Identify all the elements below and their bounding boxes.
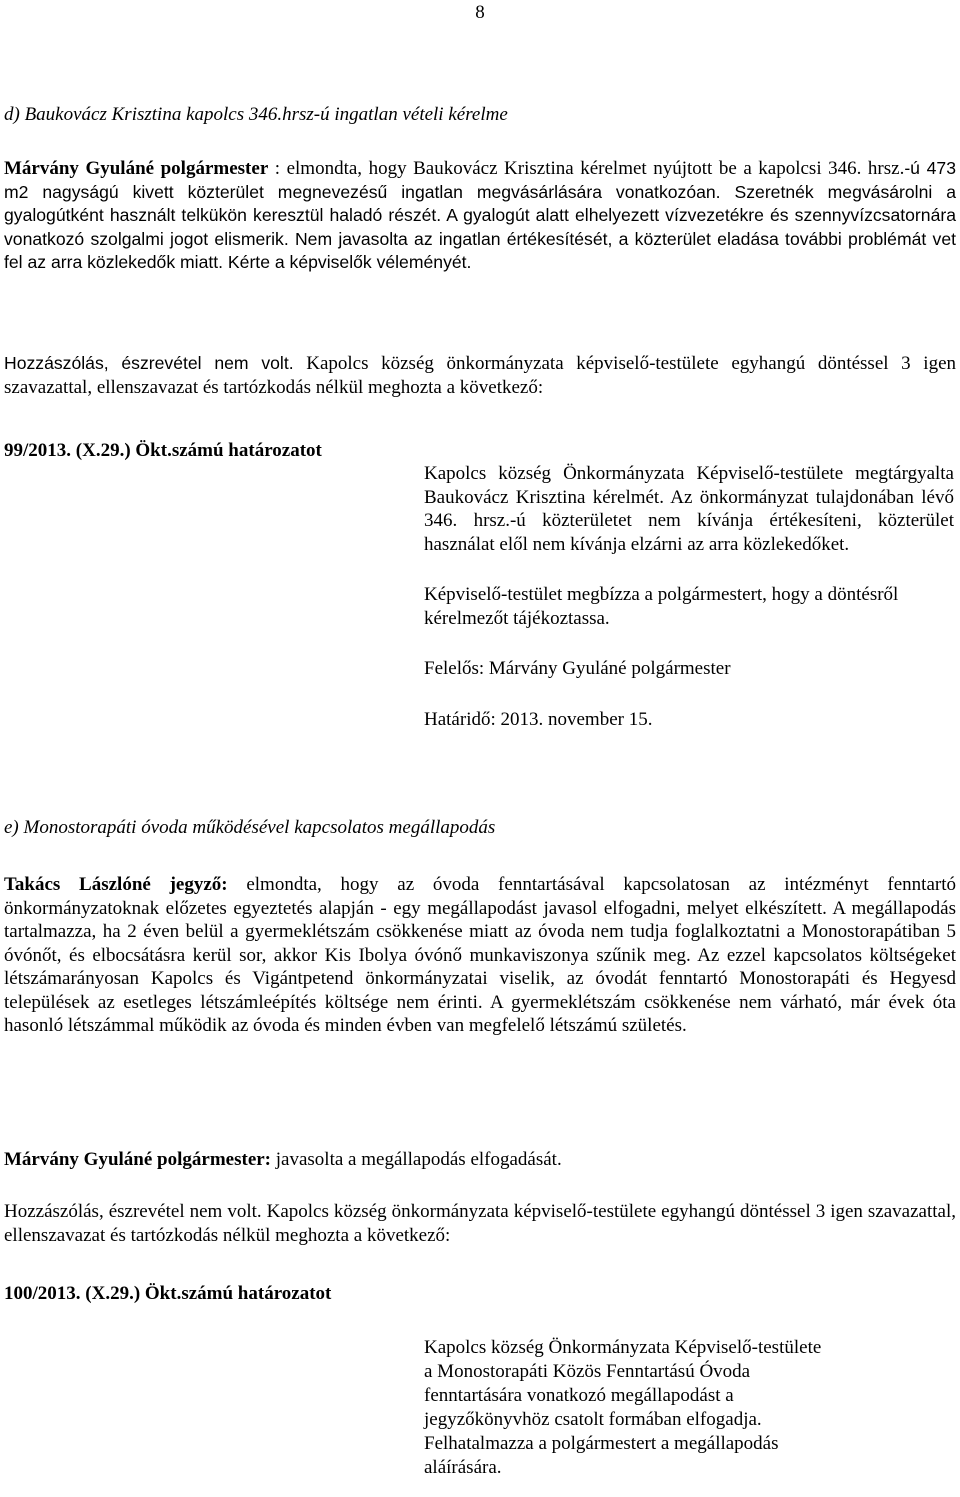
resolution-100-line: Felhatalmazza a polgármestert a megállapodás bbox=[424, 1433, 779, 1454]
intro-text: : elmondta, hogy Baukovácz Krisztina kérelmet nyújtott be a kapolcsi 346. hrsz. bbox=[268, 158, 905, 179]
resolution-100-line: aláírására. bbox=[424, 1457, 502, 1478]
resolution-99-text bbox=[424, 462, 954, 731]
vote-text: Kapolcs község önkormányzata képviselő-testülete egyhangú döntéssel 3 igen szavazattal, ellenszavazat és tartózkodás nélkül meghozta a következő: bbox=[4, 353, 957, 398]
resolution-100-line: a Monostorapáti Közös Fenntartású Óvoda bbox=[424, 1361, 751, 1382]
intro-body: -ú 473 m2 nagyságú kivett közterület megnevezésű ingatlan megvásárlására vonatkozóan. Szeretnék megvásárolni a gyalogútként használt telkükön keresztül haladó részét. A gyalogút alatt elhelyezett vízvezetékre és szennyvízcsatornára vonatkozó szolgalmi jogot elismerik. Nem javasolta az ingatlan értékesítését, a közterület eladása további problémát vet fel az arra közlekedők miatt. Kérte a képviselők véleményét. bbox=[4, 158, 956, 272]
speaker-name: Márvány Gyuláné polgármester bbox=[4, 158, 269, 179]
section-e-vote-paragraph: Hozzászólás, észrevétel nem volt. Kapolcs község önkormányzata képviselő-testülete egyhangú döntéssel 3 igen szavazattal, ellenszavazat és tartózkodás nélkül meghozta a következő: bbox=[4, 1201, 956, 1246]
page-number: 8 bbox=[475, 2, 485, 23]
resolution-99-number: 99/2013. (X.29.) Ökt.számú határozatot bbox=[4, 440, 322, 461]
resolution-100-line: jegyzőkönyvhöz csatolt formában elfogadja. bbox=[424, 1409, 762, 1430]
section-d-vote-paragraph bbox=[4, 352, 956, 399]
vote-remark: Hozzászólás, észrevétel nem volt. bbox=[4, 353, 294, 373]
resolution-99-paragraph-1: Kapolcs község Önkormányzata Képviselő-testülete megtárgyalta Baukovácz Krisztina kérelmét. Az önkormányzat tulajdonában lévő 346. hrsz.-ú közterületet nem kívánja értékesíteni, közterület használat elől nem kívánja elzárni az arra közlekedőket. bbox=[424, 463, 954, 555]
section-e-paragraph bbox=[4, 873, 956, 1038]
section-d-heading: d) Baukovácz Krisztina kapolcs 346.hrsz-ú ingatlan vételi kérelme bbox=[4, 104, 508, 125]
resolution-99-deadline: Határidő: 2013. november 15. bbox=[424, 708, 653, 730]
section-e-heading: e) Monostorapáti óvoda működésével kapcsolatos megállapodás bbox=[4, 817, 496, 838]
section-e-mayor-paragraph bbox=[4, 1148, 956, 1172]
speaker-name: Takács Lászlóné jegyző: bbox=[4, 874, 228, 895]
resolution-99-responsible: Felelős: Márvány Gyuláné polgármester bbox=[424, 658, 731, 679]
speaker-name: Márvány Gyuláné polgármester: bbox=[4, 1149, 272, 1170]
resolution-100-text bbox=[424, 1336, 960, 1480]
resolution-100-line: Kapolcs község Önkormányzata Képviselő-testülete bbox=[424, 1337, 822, 1358]
resolution-100-number: 100/2013. (X.29.) Ökt.számú határozatot bbox=[4, 1283, 332, 1304]
resolution-100-line: fenntartására vonatkozó megállapodást a bbox=[424, 1385, 734, 1406]
mayor-text: javasolta a megállapodás elfogadását. bbox=[271, 1149, 562, 1170]
section-d-intro-paragraph bbox=[4, 157, 956, 275]
section-e-body: elmondta, hogy az óvoda fenntartásával kapcsolatosan az intézményt fenntartó önkormányzatoknak előzetes egyeztetés alapján - egy megállapodást javasol elfogadni, melyet elkészített. A megállapodás tartalmazza, ha 2 éven belül a gyermeklétszám csökkenése miatt az óvoda nem tudja foglalkoztatni a Monostorapátiban 5 óvónőt, és elbocsátásra kerül sor, akkor Kis Ibolya óvónő munkaviszonya szűnik meg. Az ezzel kapcsolatos költségeket létszámarányosan Kapolcs és Vigántpetend önkormányzatai viselik, az óvodát fenntartó Monostorapáti és Hegyesd települések az esetleges létszámleépítés költsége nem érinti. A gyermeklétszám csökkenése nem várható, már évek óta hasonló létszámmal működik az óvoda és minden évben van megfelelő létszámú születés. bbox=[4, 874, 956, 1036]
resolution-99-paragraph-2: Képviselő-testület megbízza a polgármestert, hogy a döntésről kérelmezőt tájékoztassa. bbox=[424, 584, 899, 629]
